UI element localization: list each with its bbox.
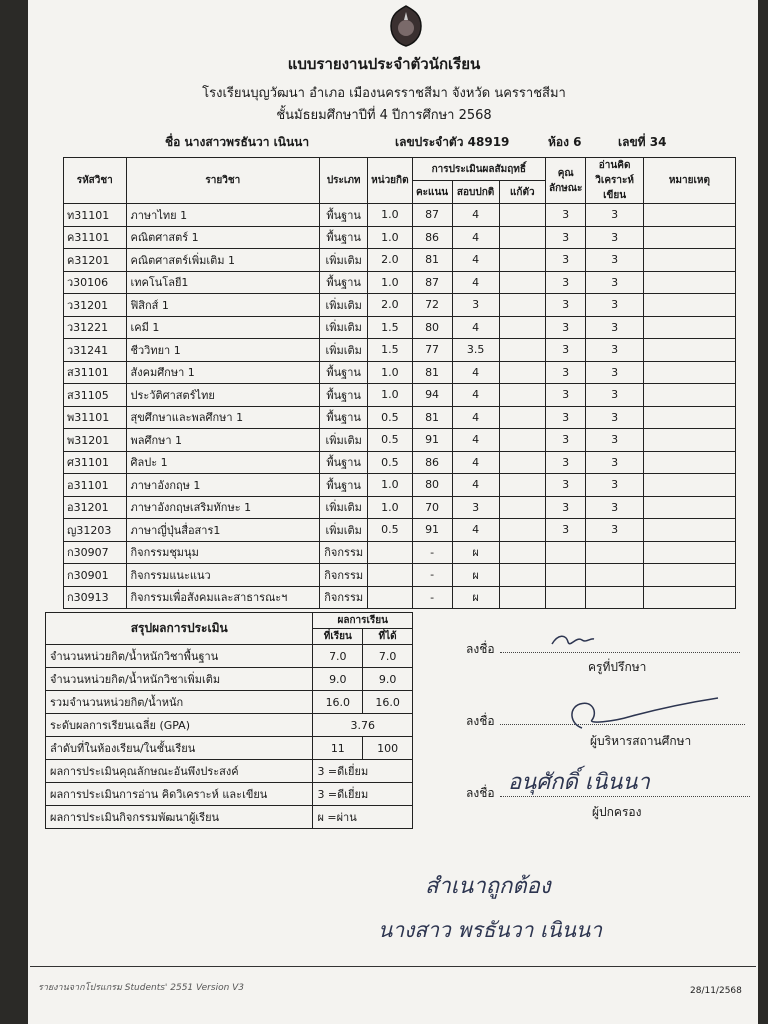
header-fix: แก้ตัว: [499, 181, 545, 204]
row-score: 86: [412, 226, 452, 249]
footer-divider: [30, 966, 756, 967]
row-credit: 0.5: [368, 429, 412, 452]
header-assessment: การประเมินผลสัมฤทธิ์: [412, 158, 545, 181]
row-normal: 4: [452, 361, 499, 384]
row-type: เพิ่มเติม: [320, 294, 368, 317]
row-type: กิจกรรม: [320, 564, 368, 587]
row-fix: [499, 384, 545, 407]
row-quality: 3: [545, 451, 585, 474]
row-code: ก30907: [64, 541, 127, 564]
table-row: [64, 429, 736, 452]
row-quality: 3: [545, 271, 585, 294]
row-code: ส31101: [64, 361, 127, 384]
table-row: [64, 586, 736, 609]
table-row: [64, 451, 736, 474]
row-credit: 1.0: [368, 361, 412, 384]
row-score: 72: [412, 294, 452, 317]
row-score: -: [412, 564, 452, 587]
table-row: [64, 316, 736, 339]
header-quality: คุณ ลักษณะ: [545, 158, 585, 204]
row-score: 80: [412, 474, 452, 497]
row-code: ค31101: [64, 226, 127, 249]
table-row: [64, 204, 736, 227]
row-credit: 1.0: [368, 271, 412, 294]
summary-table: [45, 612, 413, 829]
grades-table: [63, 157, 736, 609]
advisor-sign-label: ลงชื่อ: [466, 642, 495, 656]
basic-credit-study: 7.0: [313, 645, 363, 668]
summary-col-got: ที่ได้: [363, 629, 413, 645]
student-id: เลขประจำตัว 48919: [395, 135, 510, 149]
row-quality: 3: [545, 316, 585, 339]
row-remark: [643, 361, 735, 384]
row-subject: ฟิสิกส์ 1: [126, 294, 320, 317]
row-code: ว30106: [64, 271, 127, 294]
advisor-role: ครูที่ปรึกษา: [588, 660, 647, 674]
row-subject: ภาษาอังกฤษเสริมทักษะ 1: [126, 496, 320, 519]
row-type: เพิ่มเติม: [320, 519, 368, 542]
table-row: [64, 564, 736, 587]
header-remark: หมายเหตุ: [643, 158, 735, 204]
row-fix: [499, 519, 545, 542]
row-reading: 3: [586, 271, 643, 294]
total-credit-study: 16.0: [313, 691, 363, 714]
row-score: -: [412, 586, 452, 609]
quality-label: ผลการประเมินคุณลักษณะอันพึงประสงค์: [46, 760, 313, 783]
row-score: 80: [412, 316, 452, 339]
row-reading: 3: [586, 451, 643, 474]
header-normal: สอบปกติ: [452, 181, 499, 204]
table-row: [64, 541, 736, 564]
row-type: พื้นฐาน: [320, 474, 368, 497]
row-subject: ภาษาไทย 1: [126, 204, 320, 227]
row-reading: 3: [586, 294, 643, 317]
table-row: [64, 474, 736, 497]
row-credit: 2.0: [368, 294, 412, 317]
row-reading: [586, 586, 643, 609]
row-remark: [643, 474, 735, 497]
school-crest-icon: [386, 4, 426, 48]
row-type: พื้นฐาน: [320, 271, 368, 294]
row-remark: [643, 564, 735, 587]
row-fix: [499, 204, 545, 227]
row-fix: [499, 474, 545, 497]
row-reading: 3: [586, 226, 643, 249]
row-code: ท31101: [64, 204, 127, 227]
row-score: 91: [412, 429, 452, 452]
director-role: ผู้บริหารสถานศึกษา: [590, 734, 692, 748]
parent-role: ผู้ปกครอง: [592, 805, 642, 819]
row-subject: กิจกรรมแนะแนว: [126, 564, 320, 587]
parent-sign-label: ลงชื่อ: [466, 786, 495, 800]
row-type: พื้นฐาน: [320, 226, 368, 249]
extra-credit-study: 9.0: [313, 668, 363, 691]
row-credit: 2.0: [368, 249, 412, 272]
row-subject: ศิลปะ 1: [126, 451, 320, 474]
row-reading: 3: [586, 406, 643, 429]
table-row: [64, 384, 736, 407]
row-fix: [499, 429, 545, 452]
table-row: [64, 249, 736, 272]
row-quality: 3: [545, 519, 585, 542]
row-subject: กิจกรรมเพื่อสังคมและสาธารณะฯ: [126, 586, 320, 609]
row-credit: 1.0: [368, 474, 412, 497]
row-credit: 0.5: [368, 406, 412, 429]
student-handwritten-name: นางสาว พรธันวา เนินนา: [378, 918, 603, 942]
row-remark: [643, 429, 735, 452]
certified-copy-note: สำเนาถูกต้อง: [425, 874, 551, 899]
activity-value: ผ =ผ่าน: [313, 806, 413, 829]
table-row: [64, 271, 736, 294]
row-credit: [368, 541, 412, 564]
row-reading: 3: [586, 249, 643, 272]
row-fix: [499, 226, 545, 249]
director-sign-label: ลงชื่อ: [466, 714, 495, 728]
row-score: 94: [412, 384, 452, 407]
row-score: 91: [412, 519, 452, 542]
row-reading: 3: [586, 204, 643, 227]
basic-credit-got: 7.0: [363, 645, 413, 668]
row-subject: เคมี 1: [126, 316, 320, 339]
row-fix: [499, 361, 545, 384]
row-code: ศ31101: [64, 451, 127, 474]
row-reading: [586, 564, 643, 587]
summary-result-header: ผลการเรียน: [313, 613, 413, 629]
row-subject: ภาษาอังกฤษ 1: [126, 474, 320, 497]
rank-label: ลำดับที่ในห้องเรียน/ในชั้นเรียน: [46, 737, 313, 760]
gpa-value: 3.76: [313, 714, 413, 737]
row-score: 81: [412, 361, 452, 384]
row-credit: 1.0: [368, 496, 412, 519]
row-credit: 1.5: [368, 316, 412, 339]
row-reading: 3: [586, 339, 643, 362]
row-fix: [499, 564, 545, 587]
row-fix: [499, 339, 545, 362]
row-code: อ31101: [64, 474, 127, 497]
row-score: 81: [412, 249, 452, 272]
parent-signature: อนุศักดิ์ เนินนา: [508, 770, 650, 795]
header-score: คะแนน: [412, 181, 452, 204]
row-code: พ31201: [64, 429, 127, 452]
row-remark: [643, 339, 735, 362]
row-subject: คณิตศาสตร์เพิ่มเติม 1: [126, 249, 320, 272]
row-subject: ภาษาญี่ปุ่นสื่อสาร1: [126, 519, 320, 542]
row-normal: 3: [452, 496, 499, 519]
row-subject: พลศึกษา 1: [126, 429, 320, 452]
row-credit: 1.0: [368, 226, 412, 249]
row-code: ว31241: [64, 339, 127, 362]
row-fix: [499, 496, 545, 519]
row-subject: คณิตศาสตร์ 1: [126, 226, 320, 249]
row-quality: 3: [545, 474, 585, 497]
rank-class: 100: [363, 737, 413, 760]
row-fix: [499, 249, 545, 272]
row-quality: 3: [545, 339, 585, 362]
row-remark: [643, 541, 735, 564]
row-credit: [368, 586, 412, 609]
row-normal: 4: [452, 429, 499, 452]
row-remark: [643, 406, 735, 429]
row-code: ญ31203: [64, 519, 127, 542]
footer-program: รายงานจากโปรแกรม Students' 2551 Version V3: [38, 983, 245, 993]
row-normal: 4: [452, 249, 499, 272]
row-quality: 3: [545, 361, 585, 384]
row-fix: [499, 451, 545, 474]
row-remark: [643, 519, 735, 542]
row-remark: [643, 586, 735, 609]
table-row: [64, 519, 736, 542]
row-normal: 4: [452, 226, 499, 249]
row-remark: [643, 451, 735, 474]
header-type: ประเภท: [320, 158, 368, 204]
advisor-signature-mark: [548, 630, 598, 652]
report-title: แบบรายงานประจำตัวนักเรียน: [287, 55, 481, 73]
basic-credit-label: จำนวนหน่วยกิต/น้ำหนักวิชาพื้นฐาน: [46, 645, 313, 668]
row-quality: 3: [545, 204, 585, 227]
row-remark: [643, 204, 735, 227]
footer-date: 28/11/2568: [690, 986, 742, 996]
row-code: ก30913: [64, 586, 127, 609]
row-type: พื้นฐาน: [320, 451, 368, 474]
row-normal: 4: [452, 451, 499, 474]
student-room: ห้อง 6: [548, 135, 582, 149]
row-normal: ผ: [452, 586, 499, 609]
row-quality: [545, 541, 585, 564]
student-name: ชื่อ นางสาวพรธันวา เนินนา: [165, 135, 310, 149]
row-code: อ31201: [64, 496, 127, 519]
total-credit-label: รวมจำนวนหน่วยกิต/น้ำหนัก: [46, 691, 313, 714]
header-code: รหัสวิชา: [64, 158, 127, 204]
table-row: [64, 496, 736, 519]
row-code: พ31101: [64, 406, 127, 429]
row-type: พื้นฐาน: [320, 384, 368, 407]
row-reading: 3: [586, 429, 643, 452]
advisor-sign-line: [500, 652, 740, 653]
row-quality: 3: [545, 384, 585, 407]
table-row: [64, 361, 736, 384]
reading-value: 3 =ดีเยี่ยม: [313, 783, 413, 806]
row-subject: สุขศึกษาและพลศึกษา 1: [126, 406, 320, 429]
row-remark: [643, 249, 735, 272]
row-credit: 1.5: [368, 339, 412, 362]
reading-label: ผลการประเมินการอ่าน คิดวิเคราะห์ และเขียน: [46, 783, 313, 806]
row-remark: [643, 294, 735, 317]
row-score: 87: [412, 271, 452, 294]
row-normal: ผ: [452, 564, 499, 587]
row-reading: 3: [586, 361, 643, 384]
row-normal: ผ: [452, 541, 499, 564]
row-remark: [643, 271, 735, 294]
row-fix: [499, 541, 545, 564]
row-reading: 3: [586, 519, 643, 542]
row-credit: 1.0: [368, 384, 412, 407]
row-remark: [643, 496, 735, 519]
row-score: 86: [412, 451, 452, 474]
row-normal: 3.5: [452, 339, 499, 362]
row-normal: 3: [452, 294, 499, 317]
row-reading: 3: [586, 474, 643, 497]
row-type: เพิ่มเติม: [320, 316, 368, 339]
row-score: 81: [412, 406, 452, 429]
row-reading: 3: [586, 384, 643, 407]
gpa-label: ระดับผลการเรียนเฉลี่ย (GPA): [46, 714, 313, 737]
row-normal: 4: [452, 316, 499, 339]
row-code: ก30901: [64, 564, 127, 587]
summary-col-study: ที่เรียน: [313, 629, 363, 645]
header-credit: หน่วยกิต: [368, 158, 412, 204]
row-type: พื้นฐาน: [320, 361, 368, 384]
row-normal: 4: [452, 474, 499, 497]
student-number: เลขที่ 34: [618, 135, 667, 149]
row-reading: 3: [586, 316, 643, 339]
row-type: กิจกรรม: [320, 541, 368, 564]
row-type: เพิ่มเติม: [320, 249, 368, 272]
row-normal: 4: [452, 406, 499, 429]
row-normal: 4: [452, 384, 499, 407]
rank-room: 11: [313, 737, 363, 760]
row-credit: 1.0: [368, 204, 412, 227]
row-type: เพิ่มเติม: [320, 429, 368, 452]
row-quality: 3: [545, 249, 585, 272]
row-type: พื้นฐาน: [320, 406, 368, 429]
row-type: พื้นฐาน: [320, 204, 368, 227]
row-code: ส31105: [64, 384, 127, 407]
row-fix: [499, 316, 545, 339]
row-type: เพิ่มเติม: [320, 339, 368, 362]
row-subject: ประวัติศาสตร์ไทย: [126, 384, 320, 407]
row-fix: [499, 271, 545, 294]
row-subject: กิจกรรมชุมนุม: [126, 541, 320, 564]
grade-line: ชั้นมัธยมศึกษาปีที่ 4 ปีการศึกษา 2568: [276, 108, 492, 123]
row-quality: 3: [545, 294, 585, 317]
row-quality: 3: [545, 496, 585, 519]
school-line: โรงเรียนบุญวัฒนา อำเภอ เมืองนครราชสีมา จังหวัด นครราชสีมา: [202, 86, 566, 101]
row-quality: [545, 564, 585, 587]
row-score: 70: [412, 496, 452, 519]
row-normal: 4: [452, 271, 499, 294]
table-row: [64, 406, 736, 429]
row-type: กิจกรรม: [320, 586, 368, 609]
header-subject: รายวิชา: [126, 158, 320, 204]
table-row: [64, 294, 736, 317]
extra-credit-got: 9.0: [363, 668, 413, 691]
row-reading: 3: [586, 496, 643, 519]
row-remark: [643, 226, 735, 249]
row-code: ค31201: [64, 249, 127, 272]
row-subject: สังคมศึกษา 1: [126, 361, 320, 384]
row-fix: [499, 294, 545, 317]
row-reading: [586, 541, 643, 564]
row-fix: [499, 406, 545, 429]
row-quality: [545, 586, 585, 609]
row-code: ว31201: [64, 294, 127, 317]
row-normal: 4: [452, 204, 499, 227]
row-score: -: [412, 541, 452, 564]
row-type: เพิ่มเติม: [320, 496, 368, 519]
row-remark: [643, 384, 735, 407]
header-reading: อ่านคิด วิเคราะห์เขียน: [586, 158, 643, 204]
row-credit: 0.5: [368, 519, 412, 542]
row-subject: ชีววิทยา 1: [126, 339, 320, 362]
row-fix: [499, 586, 545, 609]
quality-value: 3 =ดีเยี่ยม: [313, 760, 413, 783]
row-score: 77: [412, 339, 452, 362]
row-normal: 4: [452, 519, 499, 542]
row-remark: [643, 316, 735, 339]
row-credit: 0.5: [368, 451, 412, 474]
row-credit: [368, 564, 412, 587]
extra-credit-label: จำนวนหน่วยกิต/น้ำหนักวิชาเพิ่มเติม: [46, 668, 313, 691]
summary-title: สรุปผลการประเมิน: [46, 613, 313, 645]
table-row: [64, 226, 736, 249]
table-row: [64, 339, 736, 362]
row-quality: 3: [545, 226, 585, 249]
row-quality: 3: [545, 429, 585, 452]
director-signature-mark: [552, 694, 722, 734]
row-score: 87: [412, 204, 452, 227]
row-quality: 3: [545, 406, 585, 429]
total-credit-got: 16.0: [363, 691, 413, 714]
row-subject: เทคโนโลยี1: [126, 271, 320, 294]
activity-label: ผลการประเมินกิจกรรมพัฒนาผู้เรียน: [46, 806, 313, 829]
row-code: ว31221: [64, 316, 127, 339]
